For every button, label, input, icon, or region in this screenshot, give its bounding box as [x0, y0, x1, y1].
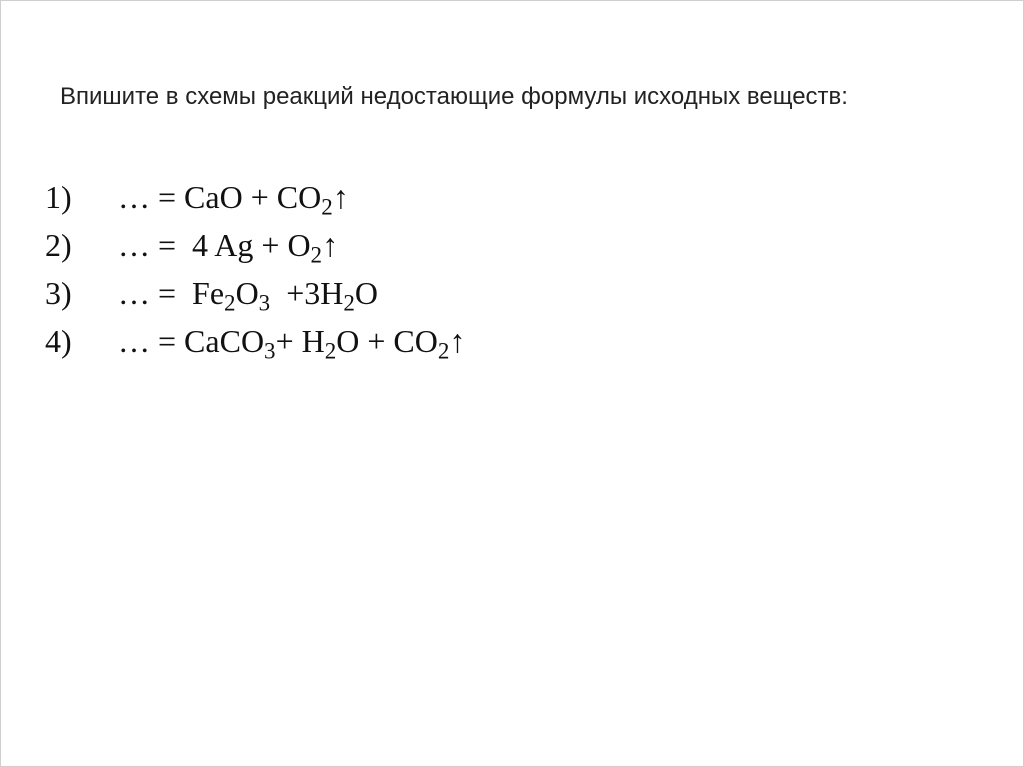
- formula-subscript: 2: [324, 337, 337, 364]
- formula-text: + H: [275, 323, 325, 359]
- formula-text: +3H: [270, 275, 344, 311]
- formula-subscript: 2: [437, 337, 450, 364]
- reaction-equation: [118, 221, 338, 269]
- reaction-item: [45, 173, 465, 221]
- reaction-item: [45, 317, 465, 365]
- formula-text: ↑: [449, 323, 466, 359]
- reaction-number: 4): [45, 323, 72, 359]
- reaction-number: 3): [45, 275, 72, 311]
- formula-text: … = CaCO: [118, 323, 265, 359]
- formula-text: … = Fe: [118, 275, 225, 311]
- formula-subscript: 3: [258, 289, 271, 316]
- reaction-number: 1): [45, 179, 72, 215]
- formula-subscript: 2: [310, 241, 323, 268]
- reaction-equation: [118, 269, 378, 317]
- reaction-item: [45, 269, 465, 317]
- formula-text: … = CaO + CO: [118, 179, 322, 215]
- instruction-text: Впишите в схемы реакций недостающие формулы исходных веществ:: [60, 83, 848, 110]
- reaction-equation: [118, 317, 465, 365]
- reaction-item: [45, 221, 465, 269]
- formula-text: ↑: [332, 179, 349, 215]
- reaction-list: [45, 173, 465, 365]
- formula-subscript: 2: [224, 289, 236, 316]
- formula-text: ↑: [322, 227, 339, 263]
- reaction-equation: [118, 173, 349, 221]
- formula-text: O + CO: [336, 323, 438, 359]
- formula-text: O: [235, 275, 259, 311]
- formula-text: … = 4 Ag + O: [118, 227, 311, 263]
- formula-subscript: 3: [264, 337, 276, 364]
- formula-subscript: 2: [321, 193, 333, 220]
- formula-subscript: 2: [343, 289, 355, 316]
- reaction-number: 2): [45, 227, 72, 263]
- formula-text: O: [354, 275, 378, 311]
